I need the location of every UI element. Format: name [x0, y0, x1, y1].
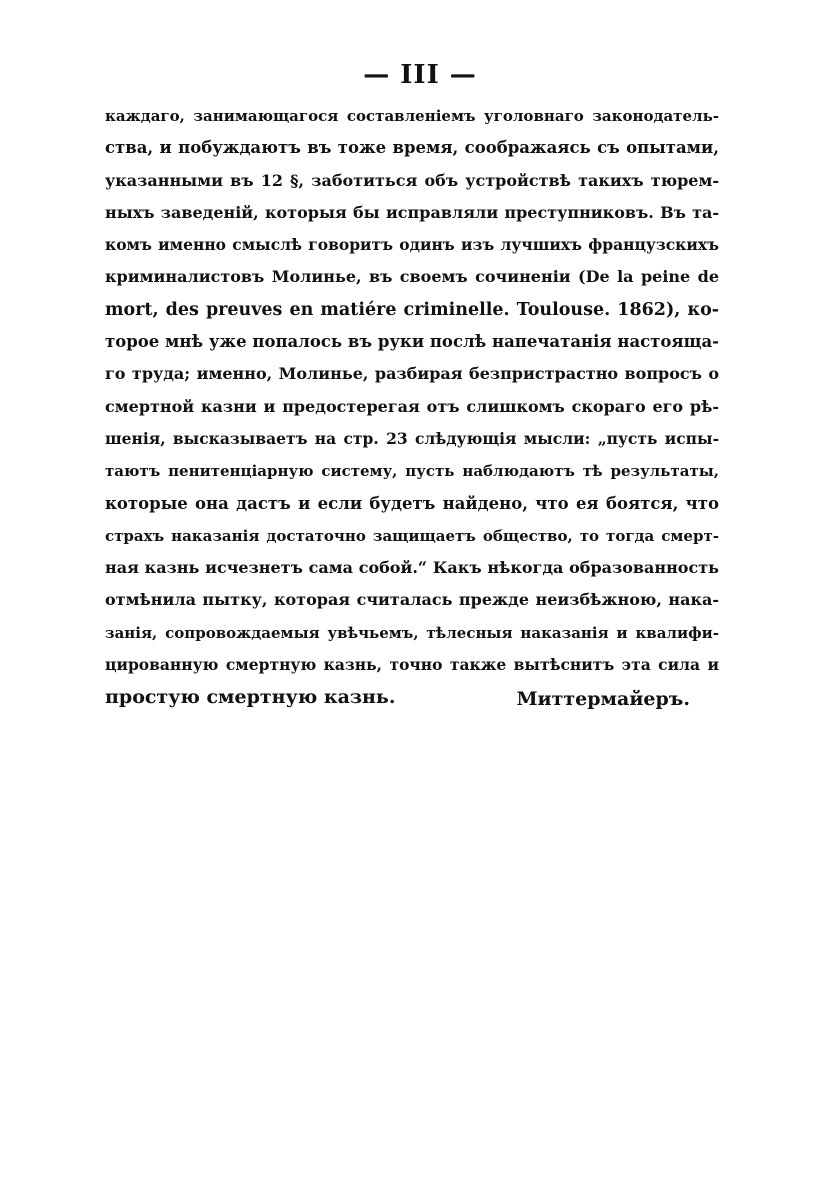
- text-line: каждаго, занимающагося составленіемъ уголовнаго законодатель-: [105, 107, 719, 125]
- text-line: таютъ пенитенціарную систему, пусть наблюдаютъ тѣ результаты,: [105, 462, 719, 481]
- page-number: — III —: [363, 60, 477, 90]
- text-line: шенія, высказываетъ на стр. 23 слѣдующія мысли: „пусть испы-: [105, 428, 719, 448]
- text-line: ныхъ заведеній, которыя бы исправляли преступниковъ. Въ та-: [105, 202, 719, 222]
- text-line: го труда; именно, Молинье, разбирая безпристрастно вопросъ о: [105, 364, 719, 384]
- text-line: занія, сопровождаемыя увѣчьемъ, тѣлесныя наказанія и квалифи-: [105, 623, 719, 642]
- text-line: ства, и побуждаютъ въ тоже время, соображаясь съ опытами,: [105, 138, 719, 158]
- body-text: [105, 100, 719, 714]
- text-line: комъ именно смыслѣ говоритъ одинъ изъ лучшихъ французскихъ: [105, 235, 719, 255]
- text-line: mort, des preuves en matiére criminelle. Toulouse. 1862), ко-: [105, 299, 719, 320]
- author-signature: Миттермайеръ.: [516, 688, 690, 710]
- text-line: цированную смертную казнь, точно также вытѣснитъ эта сила и: [105, 655, 719, 675]
- text-line: криминалистовъ Молинье, въ своемъ сочиненіи (De la peine de: [105, 267, 719, 287]
- text-line: отмѣнила пытку, которая считалась прежде неизбѣжною, нака-: [105, 590, 719, 610]
- text-line: страхъ наказанія достаточно защищаетъ общество, то тогда смерт-: [105, 526, 719, 545]
- text-line-last: простую смертную казнь.: [105, 686, 396, 709]
- text-line: смертной казни и предостерегая отъ слишкомъ скораго его рѣ-: [105, 396, 719, 416]
- text-line: которые она дастъ и если будетъ найдено, что ея боятся, что: [105, 493, 719, 513]
- text-line: ная казнь исчезнетъ сама собой.“ Какъ нѣкогда образованность: [105, 558, 719, 578]
- text-line: указанными въ 12 §, заботиться объ устройствѣ такихъ тюрем-: [105, 170, 719, 190]
- text-line: торое мнѣ уже попалось въ руки послѣ напечатанія настояща-: [105, 332, 719, 352]
